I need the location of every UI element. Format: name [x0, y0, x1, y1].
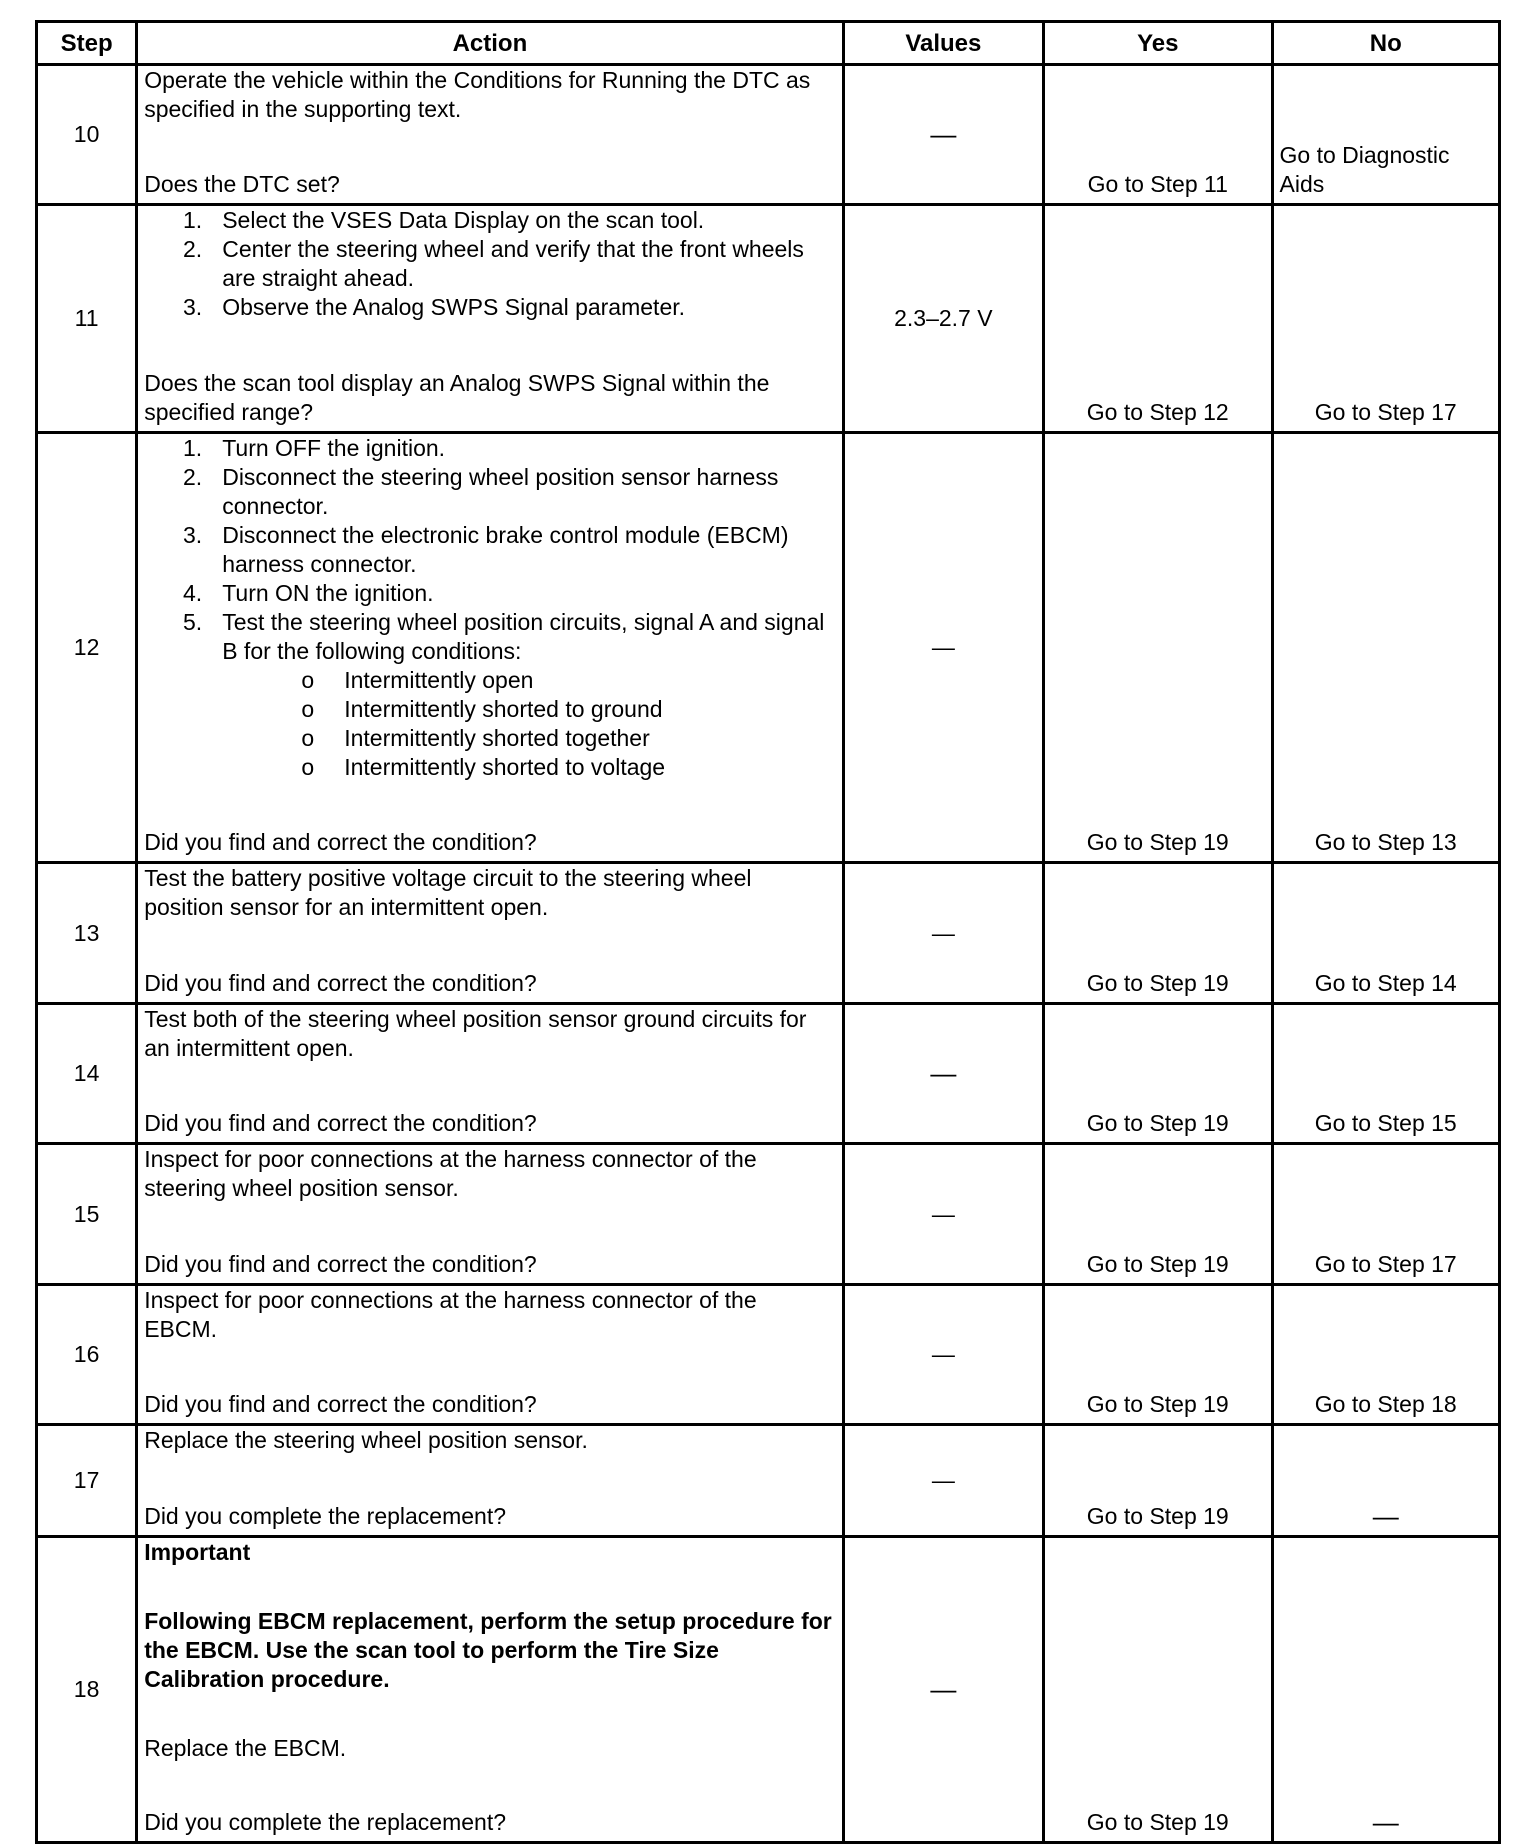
step-number: 17	[37, 1425, 137, 1537]
list-item: 1. Turn OFF the ignition.	[183, 435, 446, 461]
list-item: o Intermittently shorted together	[301, 725, 650, 751]
header-action: Action	[137, 22, 843, 65]
action-cell	[137, 863, 843, 1004]
table-row	[37, 1537, 1500, 1843]
yes-cell: Go to Step 12	[1044, 205, 1272, 433]
header-values: Values	[843, 22, 1043, 65]
action-cell	[137, 1537, 843, 1843]
step-number: 14	[37, 1004, 137, 1144]
diagnostic-table	[35, 20, 1501, 1844]
step-number: 13	[37, 863, 137, 1004]
step-number: 10	[37, 65, 137, 205]
table-row	[37, 1285, 1500, 1425]
list-item: 2. Disconnect the steering wheel position sensor harness connector.	[183, 464, 779, 519]
action-question: Did you find and correct the condition?	[144, 1391, 537, 1417]
no-cell: Go to Step 17	[1272, 205, 1500, 433]
action-text: Replace the EBCM.	[144, 1735, 347, 1761]
action-text: Operate the vehicle within the Conditions for Running the DTC as specified in the supporting text.	[144, 67, 811, 122]
step-number: 15	[37, 1144, 137, 1285]
table-row	[37, 1144, 1500, 1285]
yes-cell: Go to Step 19	[1044, 433, 1272, 863]
action-question: Did you find and correct the condition?	[144, 1110, 537, 1136]
value-cell: —	[843, 1144, 1043, 1285]
header-step: Step	[37, 22, 137, 65]
list-item: 3. Observe the Analog SWPS Signal parameter.	[183, 294, 686, 320]
no-cell: Go to Step 18	[1272, 1285, 1500, 1425]
value-cell: —	[843, 1537, 1043, 1843]
header-yes: Yes	[1044, 22, 1272, 65]
table-row	[37, 65, 1500, 205]
action-question: Does the scan tool display an Analog SWPS Signal within the specified range?	[144, 370, 770, 425]
action-cell	[137, 1425, 843, 1537]
no-cell: Go to Diagnostic Aids	[1272, 65, 1500, 205]
action-question: Did you find and correct the condition?	[144, 1251, 537, 1277]
table-row	[37, 433, 1500, 863]
yes-cell: Go to Step 19	[1044, 1425, 1272, 1537]
value-cell: —	[843, 1425, 1043, 1537]
yes-cell: Go to Step 19	[1044, 1285, 1272, 1425]
action-text: Inspect for poor connections at the harness connector of the steering wheel position sensor.	[144, 1146, 757, 1201]
list-item: 3. Disconnect the electronic brake control module (EBCM) harness connector.	[183, 522, 789, 577]
list-item: o Intermittently shorted to ground	[301, 696, 663, 722]
list-item: 1. Select the VSES Data Display on the scan tool.	[183, 207, 705, 233]
header-row	[37, 22, 1500, 65]
important-label: Important	[144, 1539, 251, 1565]
action-cell	[137, 205, 843, 433]
condition-list	[144, 666, 835, 782]
action-cell	[137, 433, 843, 863]
list-item: o Intermittently shorted to voltage	[301, 754, 666, 780]
action-question: Did you find and correct the condition?	[144, 970, 537, 996]
header-no: No	[1272, 22, 1500, 65]
important-text: Following EBCM replacement, perform the setup procedure for the EBCM. Use the scan tool to perform the Tire Size Calibration procedure.	[144, 1608, 832, 1692]
step-number: 12	[37, 433, 137, 863]
action-text: Test both of the steering wheel position sensor ground circuits for an intermittent open.	[144, 1006, 807, 1061]
yes-cell: Go to Step 19	[1044, 863, 1272, 1004]
step-number: 16	[37, 1285, 137, 1425]
no-cell: —	[1272, 1425, 1500, 1537]
list-item: 5. Test the steering wheel position circuits, signal A and signal B for the following conditions:	[183, 609, 825, 664]
action-cell	[137, 65, 843, 205]
no-cell: Go to Step 17	[1272, 1144, 1500, 1285]
value-cell: —	[843, 1285, 1043, 1425]
yes-cell: Go to Step 11	[1044, 65, 1272, 205]
value-cell: —	[843, 433, 1043, 863]
value-cell: —	[843, 65, 1043, 205]
action-question: Did you complete the replacement?	[144, 1503, 507, 1529]
action-text: Test the battery positive voltage circuit to the steering wheel position sensor for an intermittent open.	[144, 865, 752, 920]
value-cell: 2.3–2.7 V	[843, 205, 1043, 433]
no-cell: —	[1272, 1537, 1500, 1843]
no-cell: Go to Step 14	[1272, 863, 1500, 1004]
table-row	[37, 863, 1500, 1004]
action-cell	[137, 1004, 843, 1144]
value-cell: —	[843, 863, 1043, 1004]
table-row	[37, 1004, 1500, 1144]
no-cell: Go to Step 13	[1272, 433, 1500, 863]
yes-cell: Go to Step 19	[1044, 1144, 1272, 1285]
step-number: 18	[37, 1537, 137, 1843]
table-row	[37, 205, 1500, 433]
action-cell	[137, 1144, 843, 1285]
yes-cell: Go to Step 19	[1044, 1537, 1272, 1843]
value-cell: —	[843, 1004, 1043, 1144]
yes-cell: Go to Step 19	[1044, 1004, 1272, 1144]
action-question: Did you find and correct the condition?	[144, 829, 537, 855]
table-row	[37, 1425, 1500, 1537]
action-question: Does the DTC set?	[144, 171, 340, 197]
list-item: 2. Center the steering wheel and verify that the front wheels are straight ahead.	[183, 236, 804, 291]
action-text: Replace the steering wheel position sensor.	[144, 1427, 588, 1453]
action-steps	[144, 434, 835, 666]
step-number: 11	[37, 205, 137, 433]
action-question: Did you complete the replacement?	[144, 1809, 507, 1835]
action-text: Inspect for poor connections at the harness connector of the EBCM.	[144, 1287, 757, 1342]
no-cell: Go to Step 15	[1272, 1004, 1500, 1144]
action-cell	[137, 1285, 843, 1425]
list-item: o Intermittently open	[301, 667, 534, 693]
list-item: 4. Turn ON the ignition.	[183, 580, 434, 606]
action-steps	[144, 206, 835, 322]
